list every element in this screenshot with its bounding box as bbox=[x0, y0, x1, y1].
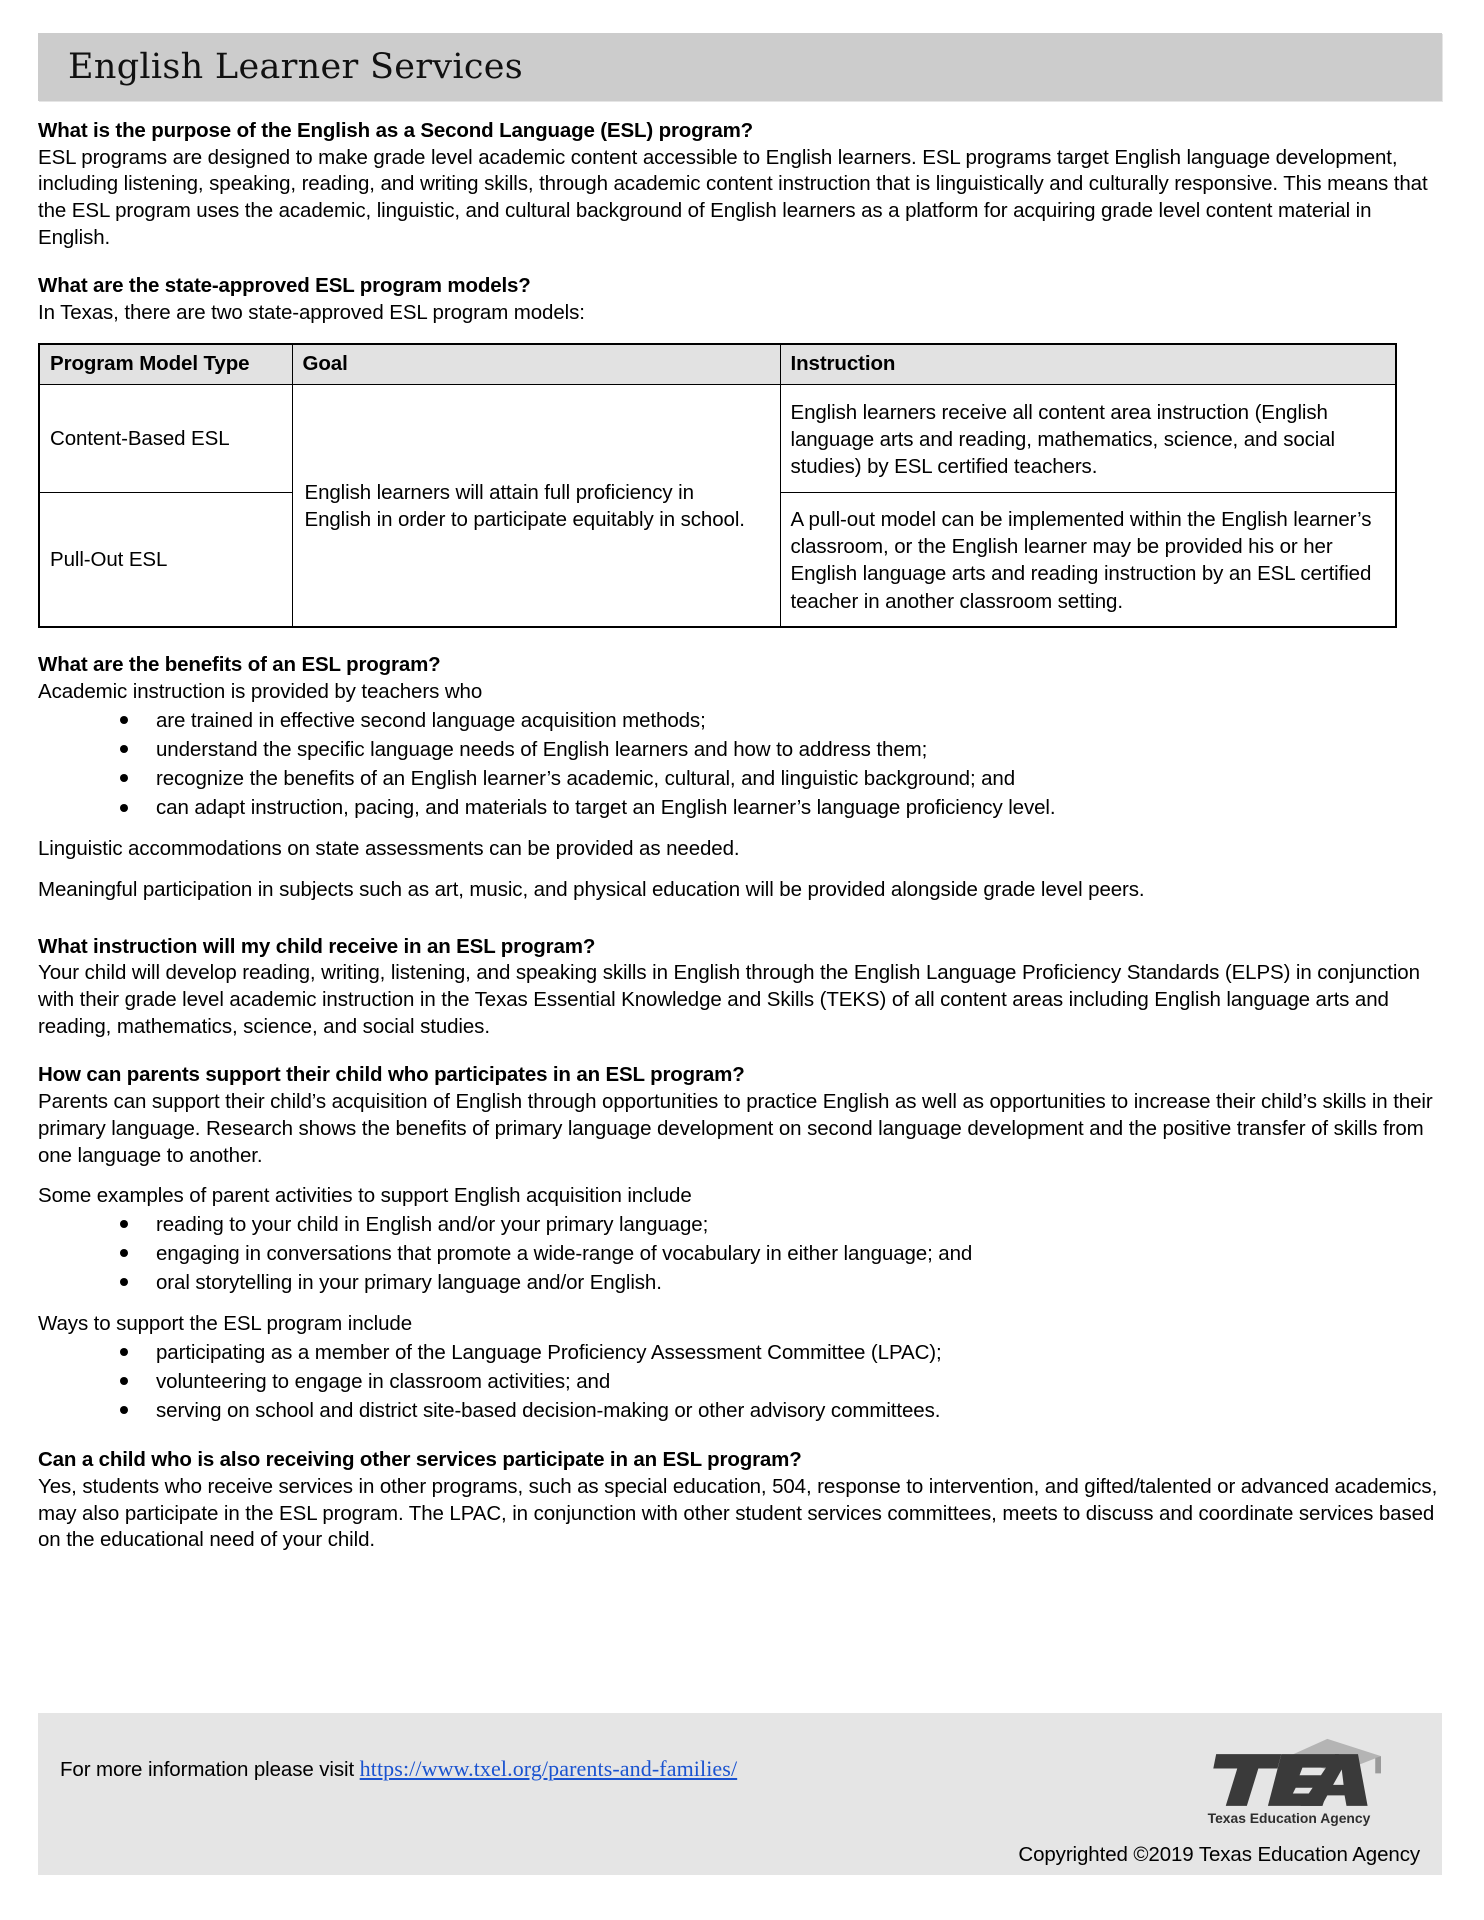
benefits-bullet-list bbox=[38, 706, 1448, 822]
spacer bbox=[38, 1297, 1448, 1311]
list-item bbox=[120, 1367, 1448, 1396]
table-cell-model-type: Pull-Out ESL bbox=[39, 493, 292, 628]
list-item-label: understand the specific language needs of English learners and how to address them; bbox=[156, 738, 928, 762]
list-item bbox=[120, 764, 1448, 793]
spacer bbox=[38, 630, 1448, 652]
list-item bbox=[120, 735, 1448, 764]
section-other-services bbox=[38, 1447, 1448, 1554]
section-benefits bbox=[38, 652, 1448, 903]
list-item bbox=[120, 1239, 1448, 1268]
bullet-icon bbox=[120, 774, 128, 782]
section-heading-models: What are the state-approved ESL program models? bbox=[38, 274, 531, 298]
benefits-note-participation: Meaningful participation in subjects such as art, music, and physical education will be provided alongside grade level peers. bbox=[38, 878, 1145, 901]
list-item-label: oral storytelling in your primary language and/or English. bbox=[156, 1271, 662, 1294]
table-cell-model-type: Content-Based ESL bbox=[39, 385, 292, 493]
list-item-label: reading to your child in English and/or your primary language; bbox=[156, 1212, 709, 1236]
page-title: English Learner Services bbox=[68, 47, 524, 87]
bullet-icon bbox=[120, 745, 128, 753]
section-body-models: In Texas, there are two state-approved ESL program models: bbox=[38, 301, 585, 325]
spacer bbox=[38, 904, 1448, 934]
list-item-label: serving on school and district site-based decision-making or other advisory committees. bbox=[156, 1398, 941, 1422]
spacer bbox=[38, 822, 1448, 836]
table-cell-instruction: A pull-out model can be implemented within the English learner’s classroom, or the English learner may be provided his or her English language arts and reading instruction by an ESL certified teacher in another classroom setting. bbox=[780, 493, 1396, 628]
table-row bbox=[39, 385, 1396, 493]
section-purpose bbox=[38, 118, 1448, 251]
page-header-band bbox=[38, 33, 1442, 101]
section-models bbox=[38, 273, 1448, 326]
parent-ways-intro: Ways to support the ESL program include bbox=[38, 1312, 413, 1336]
bullet-icon bbox=[120, 1348, 128, 1356]
list-item bbox=[120, 1396, 1448, 1425]
section-body-other-services: Yes, students who receive services in other programs, such as special education, 504, response to intervention, and gifted/talented or advanced academics, may also participate in the ESL program. The LPAC, in conjunction with other student services committees, meets to discuss and coordinate services based on the educational need of your child. bbox=[38, 1474, 1438, 1552]
txel-website-link[interactable]: https://www.txel.org/parents-and-families/ bbox=[359, 1756, 738, 1781]
list-item-label: recognize the benefits of an English learner’s academic, cultural, and linguistic background; and bbox=[156, 767, 1016, 791]
table-header-row bbox=[39, 344, 1396, 385]
list-item bbox=[120, 793, 1448, 822]
bullet-icon bbox=[120, 1220, 128, 1228]
section-body-instruction: Your child will develop reading, writing, listening, and speaking skills in English through the English Language Proficiency Standards (ELPS) in conjunction with their grade level academic instruction in the Texas Essential Knowledge and Skills (TEKS) of all content areas including English language arts and reading, mathematics, science, and social studies. bbox=[38, 961, 1420, 1038]
tea-logo bbox=[1191, 1735, 1387, 1827]
list-item-label: engaging in conversations that promote a wide-range of vocabulary in either language; and bbox=[156, 1241, 973, 1265]
list-item-label: are trained in effective second language acquisition methods; bbox=[156, 708, 706, 732]
document-content bbox=[38, 118, 1448, 1554]
section-heading-benefits: What are the benefits of an ESL program? bbox=[38, 653, 441, 677]
footer-prefix-label: For more information please visit bbox=[60, 1758, 360, 1781]
section-heading-parent-support: How can parents support their child who participates in an ESL program? bbox=[38, 1063, 745, 1087]
table-header-goal: Goal bbox=[292, 344, 780, 385]
bullet-icon bbox=[120, 804, 128, 812]
list-item bbox=[120, 1268, 1448, 1297]
list-item bbox=[120, 1338, 1448, 1367]
table-cell-instruction: English learners receive all content area instruction (English language arts and reading, mathematics, science, and social studies) by ESL certified teachers. bbox=[780, 385, 1396, 493]
page-footer-band bbox=[38, 1713, 1442, 1875]
spacer bbox=[38, 1425, 1448, 1447]
section-instruction bbox=[38, 934, 1448, 1041]
list-item bbox=[120, 706, 1448, 735]
bullet-icon bbox=[120, 1406, 128, 1414]
bullet-icon bbox=[120, 1377, 128, 1385]
list-item-label: participating as a member of the Language Proficiency Assessment Committee (LPAC); bbox=[156, 1340, 942, 1364]
table-cell-goal-shared: English learners will attain full proficiency in English in order to participate equitably in school. bbox=[292, 385, 780, 628]
table-header-instruction: Instruction bbox=[780, 344, 1396, 385]
spacer bbox=[38, 251, 1448, 273]
copyright-notice: Copyrighted ©2019 Texas Education Agency bbox=[1018, 1843, 1420, 1866]
section-body-benefits: Academic instruction is provided by teachers who bbox=[38, 680, 483, 704]
table-header-program-model-type: Program Model Type bbox=[39, 344, 292, 385]
list-item-label: volunteering to engage in classroom activities; and bbox=[156, 1369, 611, 1393]
program-models-table bbox=[38, 343, 1397, 629]
benefits-note-accommodations: Linguistic accommodations on state assessments can be provided as needed. bbox=[38, 837, 740, 861]
section-heading-instruction: What instruction will my child receive in an ESL program? bbox=[38, 934, 596, 958]
bullet-icon bbox=[120, 1249, 128, 1257]
bullet-icon bbox=[120, 1278, 128, 1286]
bullet-icon bbox=[120, 716, 128, 724]
parent-examples-intro: Some examples of parent activities to support English acquisition include bbox=[38, 1184, 692, 1208]
section-heading-purpose: What is the purpose of the English as a Second Language (ESL) program? bbox=[38, 119, 754, 142]
spacer bbox=[38, 1040, 1448, 1062]
footer-more-info bbox=[60, 1756, 737, 1782]
section-heading-other-services: Can a child who is also receiving other services participate in an ESL program? bbox=[38, 1448, 802, 1472]
list-item-label: can adapt instruction, pacing, and materials to target an English learner’s language proficiency level. bbox=[156, 796, 1056, 820]
list-item bbox=[120, 1210, 1448, 1239]
spacer bbox=[38, 863, 1448, 877]
section-body-purpose: ESL programs are designed to make grade level academic content accessible to English learners. ESL programs target English language development, including listening, speaking, reading, and writing skills, through academic content instruction that is linguistically and culturally responsive. This means that the ESL program uses the academic, linguistic, and cultural background of English learners as a platform for acquiring grade level content material in English. bbox=[38, 145, 1428, 249]
tea-logo-subtext: Texas Education Agency bbox=[1207, 1810, 1371, 1827]
section-body-parent-support: Parents can support their child’s acquisition of English through opportunities to practice English as well as opportunities to increase their child’s skills in their primary language. Research shows the benefits of primary language development on second language development and the positive transfer of skills from one language to another. bbox=[38, 1090, 1433, 1167]
parent-examples-bullet-list bbox=[38, 1210, 1448, 1297]
spacer bbox=[38, 1169, 1448, 1183]
section-parent-support bbox=[38, 1062, 1448, 1425]
parent-ways-bullet-list bbox=[38, 1338, 1448, 1425]
